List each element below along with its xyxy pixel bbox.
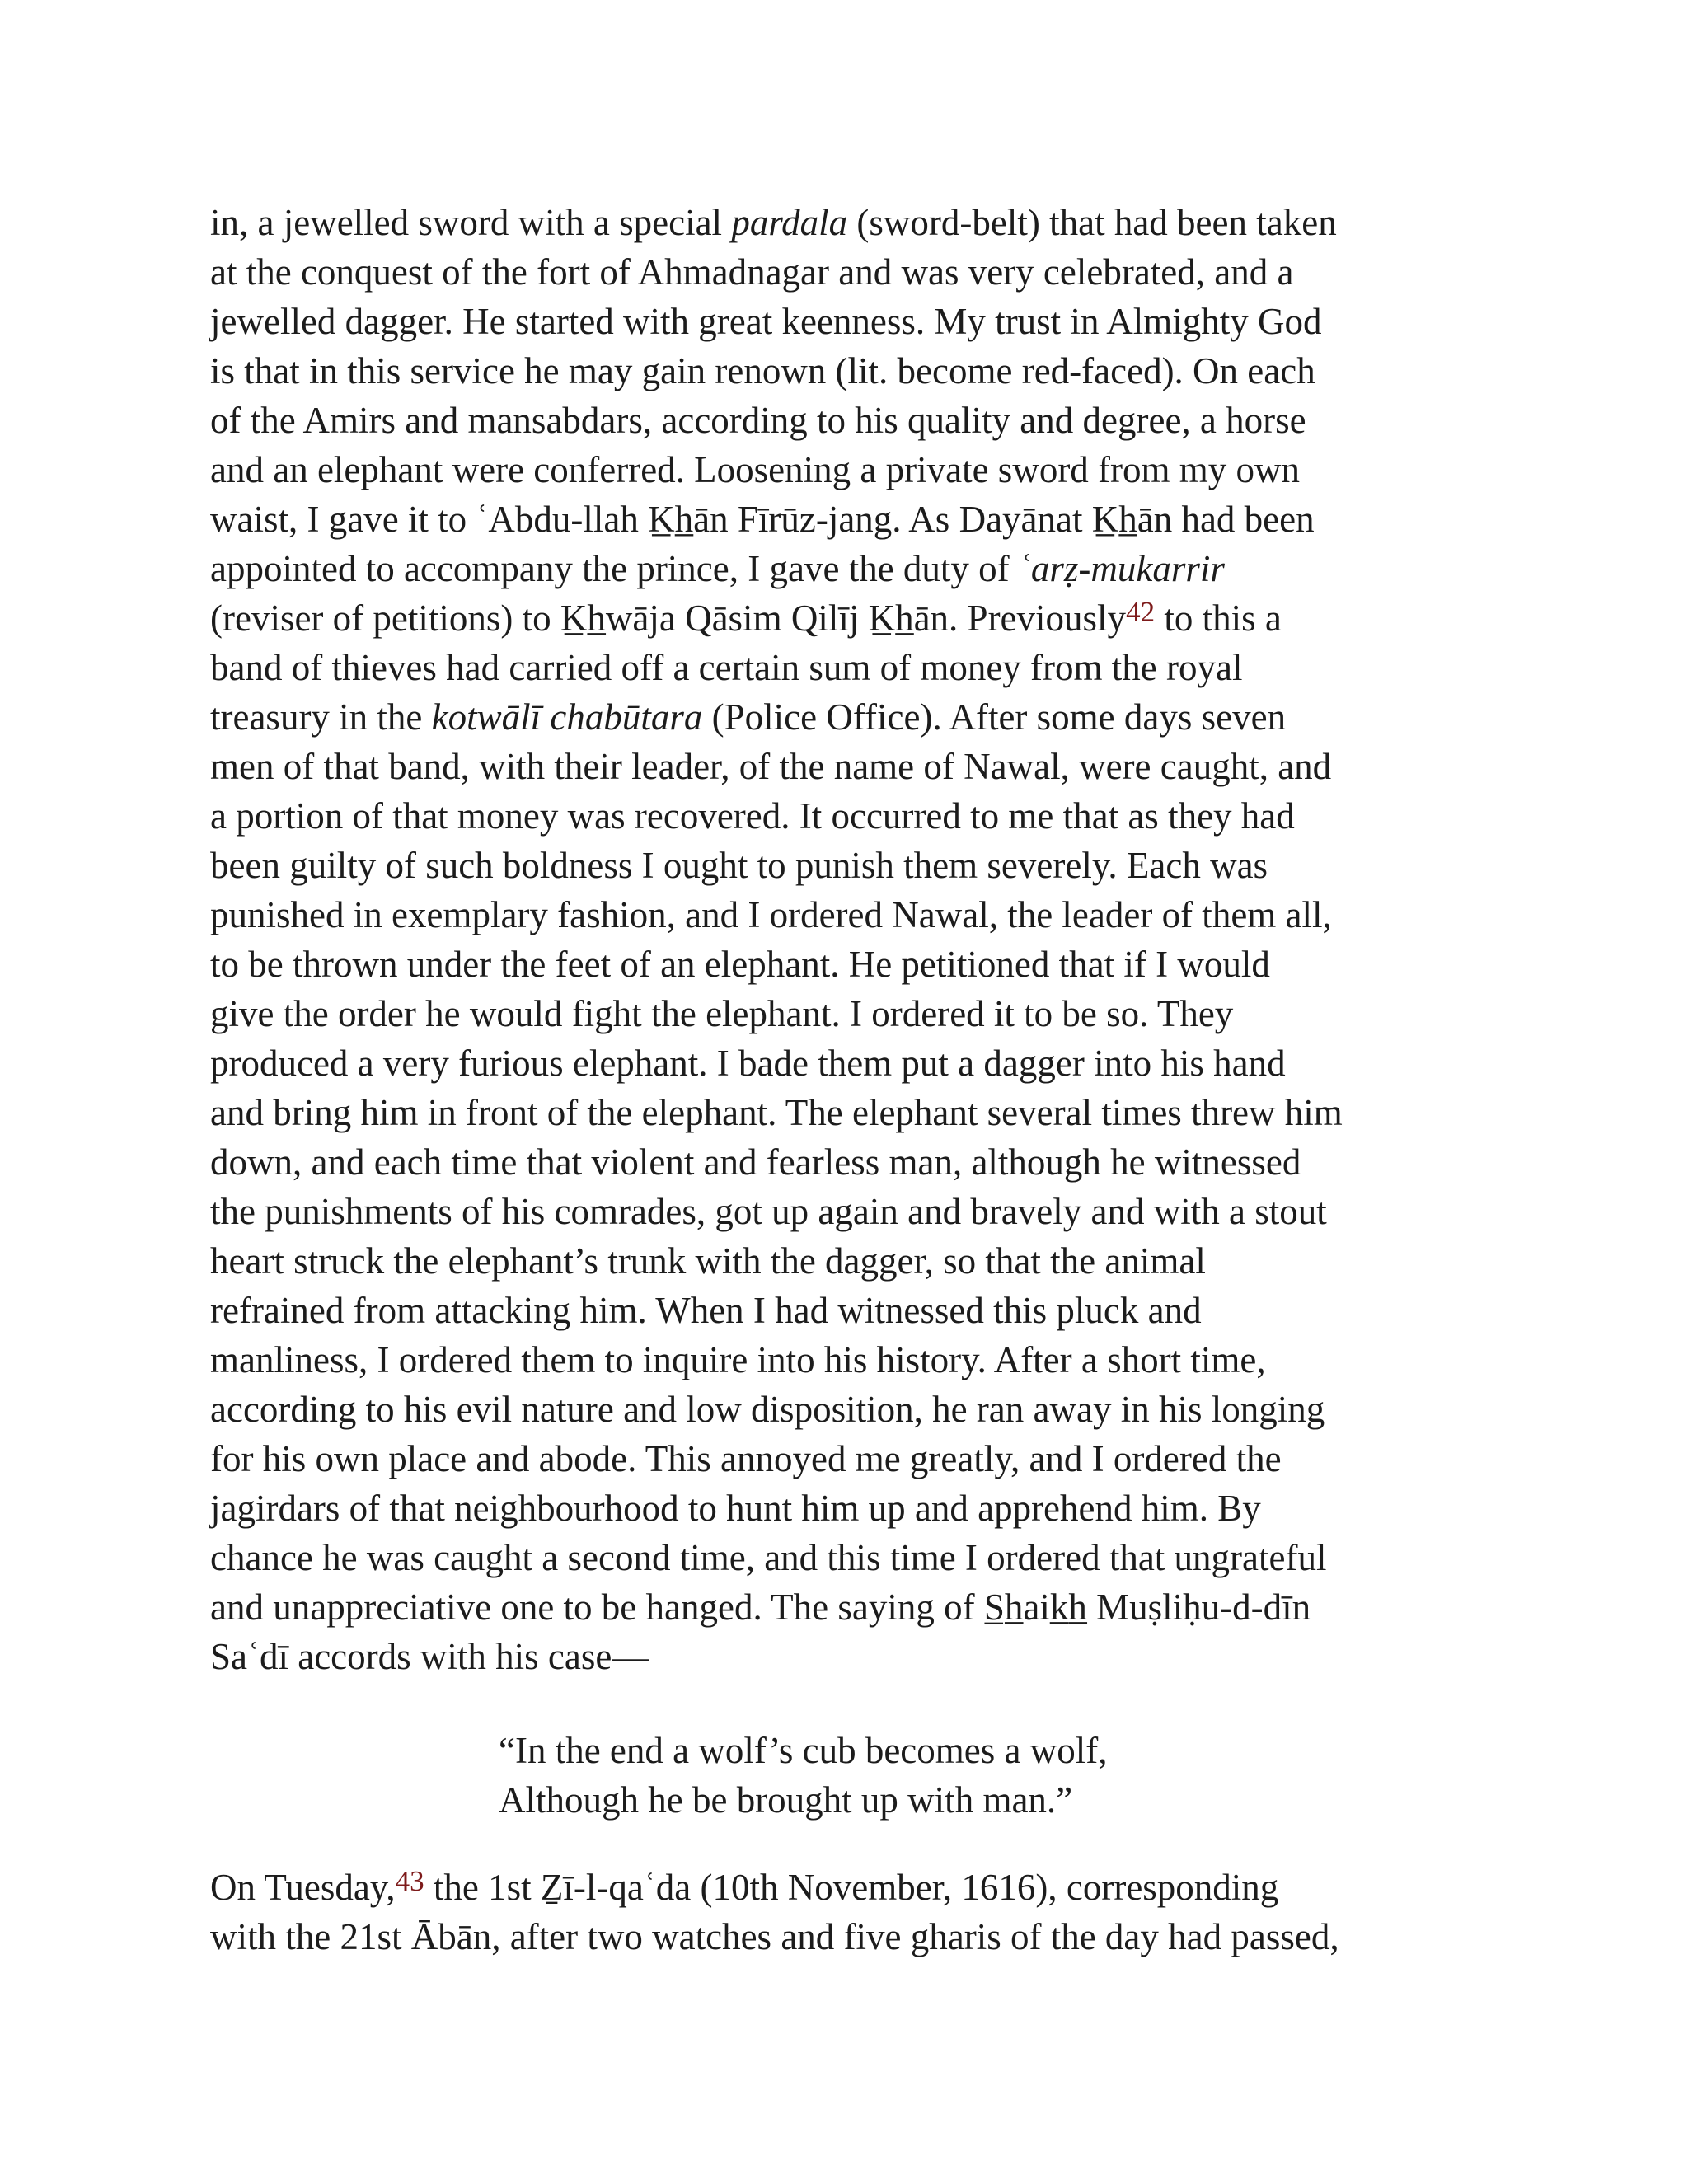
text-line: is that in this service he may gain renown (lit. become red-faced). On each: [210, 350, 1315, 391]
text-segment: to this a: [1155, 598, 1282, 639]
text-segment: (sword-belt) that had been taken: [847, 202, 1337, 243]
text-line: [210, 544, 1496, 593]
text-line: jagirdars of that neighbourhood to hunt him up and apprehend him. By: [210, 1488, 1261, 1529]
text-line: band of thieves had carried off a certain sum of money from the royal: [210, 647, 1243, 688]
spacer: [210, 1825, 1496, 1863]
verse-line: Although he be brought up with man.”: [499, 1779, 1073, 1821]
text-line: Saʿdī accords with his case—: [210, 1636, 649, 1677]
text-segment: On Tuesday,: [210, 1867, 396, 1908]
text-segment: the 1st Ẕī-l-qaʿda (10th November, 1616), corresponding: [424, 1867, 1279, 1908]
text-line: chance he was caught a second time, and this time I ordered that ungrateful: [210, 1537, 1327, 1578]
spacer: [210, 1681, 1496, 1726]
text-line: and unappreciative one to be hanged. The saying of S̲h̲aik̲h̲ Muṣliḥu-d-dīn: [210, 1586, 1311, 1628]
text-line: punished in exemplary fashion, and I ordered Nawal, the leader of them all,: [210, 894, 1332, 935]
text-segment: (Police Office). After some days seven: [702, 696, 1287, 738]
text-line: [210, 593, 1496, 643]
footnote-link-42[interactable]: 42: [1126, 596, 1156, 628]
text-line: [210, 1863, 1496, 1912]
text-line: been guilty of such boldness I ought to punish them severely. Each was: [210, 845, 1268, 886]
italic-term: pardala: [731, 202, 848, 243]
text-line: at the conquest of the fort of Ahmadnagar and was very celebrated, and a: [210, 251, 1294, 293]
text-line: according to his evil nature and low disposition, he ran away in his longing: [210, 1389, 1325, 1430]
text-line: to be thrown under the feet of an elephant. He petitioned that if I would: [210, 944, 1270, 985]
text-line: [210, 692, 1496, 742]
text-line: waist, I gave it to ʿAbdu-llah K̲h̲ān Fīrūz-jang. As Dayānat K̲h̲ān had been: [210, 499, 1315, 540]
text-line: the punishments of his comrades, got up again and bravely and with a stout: [210, 1191, 1327, 1232]
text-segment: appointed to accompany the prince, I gave the duty of: [210, 548, 1019, 589]
text-line: for his own place and abode. This annoyed me greatly, and I ordered the: [210, 1438, 1282, 1479]
text-line: jewelled dagger. He started with great keenness. My trust in Almighty God: [210, 301, 1322, 342]
document-page: [210, 198, 1496, 1961]
text-line: manliness, I ordered them to inquire into his history. After a short time,: [210, 1339, 1266, 1380]
text-line: a portion of that money was recovered. It occurred to me that as they had: [210, 795, 1295, 837]
text-line: and an elephant were conferred. Loosening a private sword from my own: [210, 449, 1301, 490]
text-line: refrained from attacking him. When I had witnessed this pluck and: [210, 1290, 1202, 1331]
text-segment: in, a jewelled sword with a special: [210, 202, 732, 243]
text-line: with the 21st Ābān, after two watches and five gharis of the day had passed,: [210, 1916, 1339, 1957]
text-segment: (reviser of petitions) to K̲h̲wāja Qāsim Qilīj K̲h̲ān. Previously: [210, 598, 1127, 639]
text-line: of the Amirs and mansabdars, according to his quality and degree, a horse: [210, 400, 1306, 441]
footnote-link-43[interactable]: 43: [395, 1865, 424, 1897]
text-line: produced a very furious elephant. I bade them put a dagger into his hand: [210, 1043, 1286, 1084]
italic-term: kotwālī chabūtara: [431, 696, 703, 738]
text-line: heart struck the elephant’s trunk with the dagger, so that the animal: [210, 1240, 1206, 1282]
text-line: men of that band, with their leader, of the name of Nawal, were caught, and: [210, 746, 1332, 787]
italic-term: ʿarẓ-mukarrir: [1018, 548, 1225, 589]
text-line: down, and each time that violent and fearless man, although he witnessed: [210, 1141, 1301, 1183]
verse-block: [499, 1726, 1496, 1825]
verse-line: “In the end a wolf’s cub becomes a wolf,: [499, 1730, 1108, 1771]
text-line: [210, 198, 1496, 247]
text-segment: treasury in the: [210, 696, 432, 738]
text-line: give the order he would fight the elephant. I ordered it to be so. They: [210, 993, 1234, 1034]
text-line: and bring him in front of the elephant. The elephant several times threw him: [210, 1092, 1343, 1133]
